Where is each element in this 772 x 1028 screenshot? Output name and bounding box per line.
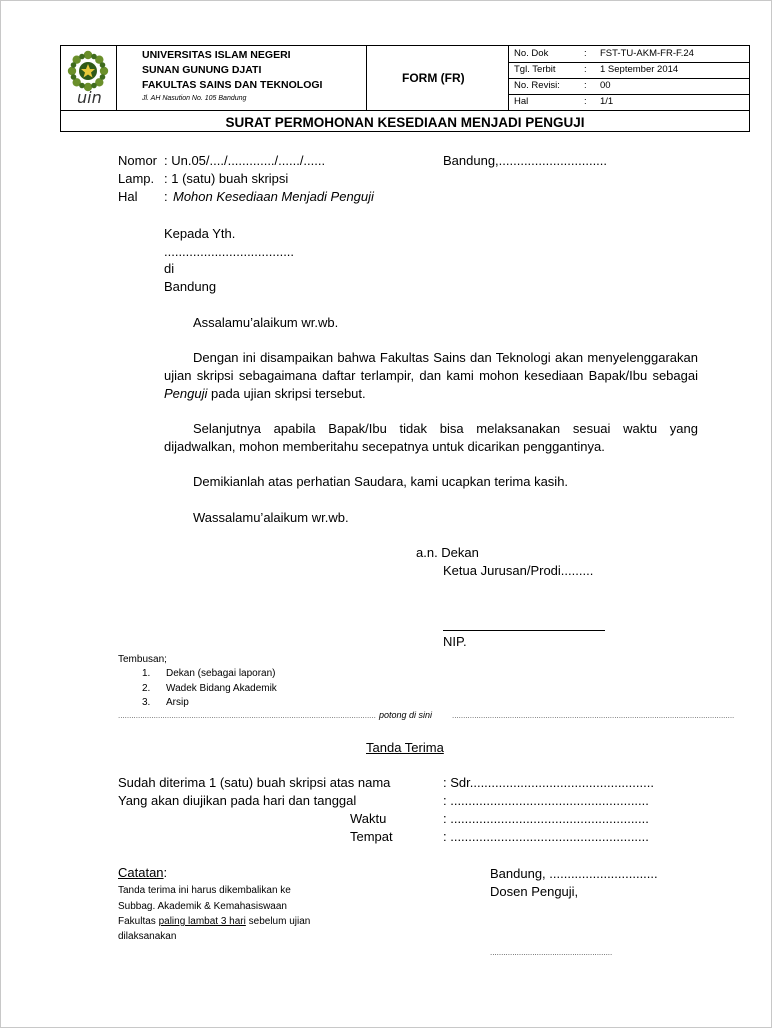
receipt-sign-dots: ....................................................... [490, 948, 613, 957]
hal-value: Mohon Kesediaan Menjadi Penguji [173, 189, 374, 204]
meta-sep: : [584, 48, 587, 59]
paragraph-1 [164, 349, 698, 403]
tembusan-title: Tembusan; [118, 654, 167, 665]
cut-line-left: .................................................................................................................... [118, 711, 376, 720]
signature-role: Ketua Jurusan/Prodi......... [443, 563, 594, 578]
meta-value: 1 September 2014 [600, 64, 679, 75]
receipt-time-label: Waktu [350, 811, 387, 826]
university-name-line2: SUNAN GUNUNG DJATI [142, 64, 262, 76]
meta-label: No. Revisi: [514, 80, 560, 91]
university-name-line1: UNIVERSITAS ISLAM NEGERI [142, 49, 291, 61]
meta-value: 1/1 [600, 96, 614, 107]
recipient-line4: Bandung [164, 279, 217, 294]
recipient-line2: .................................... [164, 244, 295, 259]
cut-line-label: potong di sini [379, 710, 433, 720]
hal-label: Hal [118, 189, 138, 204]
receipt-title: Tanda Terima [366, 740, 444, 755]
university-cell [116, 46, 367, 110]
paragraph-2: Selanjutnya apabila Bapak/Ibu tidak bisa melaksanakan sesuai waktu yang dijadwalkan, mohon memberitahu secepatnya untuk dicarikan penggantinya. [164, 421, 698, 454]
meta-sep: : [584, 64, 587, 75]
signature-an: a.n. Dekan [416, 545, 479, 560]
tembusan-item: Arsip [166, 697, 189, 708]
meta-label: No. Dok [514, 48, 549, 59]
catatan-heading [118, 865, 167, 880]
lamp-value: : 1 (satu) buah skripsi [164, 171, 289, 186]
logo-text: uin [77, 88, 102, 107]
hal-colon: : [164, 189, 168, 204]
tembusan-number: 1. [142, 668, 151, 679]
note-line3-emphasis: paling lambat 3 hari [158, 916, 246, 927]
receipt-place-label: Tempat [350, 829, 393, 844]
meta-row [508, 62, 749, 79]
meta-row [508, 94, 749, 110]
meta-label: Tgl. Terbit [514, 64, 556, 75]
receipt-signer: Dosen Penguji, [490, 884, 579, 899]
paragraph-1-text-a: Dengan ini disampaikan bahwa Fakultas Sains dan Teknologi akan menyelenggarakan ujian skripsi sebagaimana daftar terlampir, dan kami mohon kesediaan Bapak/Ibu sebagai [164, 350, 698, 383]
receipt-place-value: : ....................................................... [443, 829, 649, 844]
faculty-name: FAKULTAS SAINS DAN TEKNOLOGI [142, 79, 323, 91]
closing-greeting: Wassalamu’alaikum wr.wb. [193, 510, 349, 525]
note-line4: dilaksanakan [118, 931, 177, 942]
catatan-title: Catatan [118, 865, 164, 880]
receipt-time-value: : ....................................................... [443, 811, 649, 826]
paragraph-3: Demikianlah atas perhatian Saudara, kami ucapkan terima kasih. [193, 474, 569, 489]
meta-value: 00 [600, 80, 611, 91]
document-meta [508, 46, 749, 110]
note-line1: Tanda terima ini harus dikembalikan ke [118, 885, 291, 896]
place-date: Bandung,.............................. [443, 153, 608, 168]
meta-sep: : [584, 96, 587, 107]
lamp-label: Lamp. [118, 171, 155, 186]
signature-nip: NIP. [443, 634, 467, 649]
meta-label: Hal [514, 96, 529, 107]
paragraph-1-emphasis: Penguji [164, 386, 208, 401]
recipient-line3: di [164, 261, 175, 276]
nomor-label: Nomor [118, 153, 158, 168]
note-line3 [118, 916, 310, 927]
paragraph-1-text-b: pada ujian skripsi tersebut. [207, 386, 366, 401]
note-line3-b: sebelum ujian [245, 916, 311, 927]
nomor-value: : Un.05/..../............./....../...... [164, 153, 326, 168]
recipient-line1: Kepada Yth. [164, 226, 236, 241]
tembusan-number: 2. [142, 683, 151, 694]
logo-cell [61, 46, 117, 110]
receipt-place-date: Bandung, .............................. [490, 866, 658, 881]
meta-sep: : [584, 80, 587, 91]
title-row [61, 110, 749, 131]
tembusan-number: 3. [142, 697, 151, 708]
address: Jl. AH Nasution No. 105 Bandung [142, 95, 247, 102]
tembusan-item: Wadek Bidang Akademik [166, 683, 277, 694]
document-title: SURAT PERMOHONAN KESEDIAAN MENJADI PENGUJI [225, 115, 585, 130]
form-label: FORM (FR) [402, 71, 465, 85]
receipt-name-label: Sudah diterima 1 (satu) buah skripsi atas nama [118, 775, 391, 790]
meta-row [508, 46, 749, 63]
note-line3-a: Fakultas [118, 916, 159, 927]
meta-row [508, 78, 749, 95]
tembusan-item: Dekan (sebagai laporan) [166, 668, 276, 679]
receipt-date-label: Yang akan diujikan pada hari dan tanggal [118, 793, 357, 808]
note-line2: Subbag. Akademik & Kemahasiswaan [118, 901, 287, 912]
greeting: Assalamu’alaikum wr.wb. [193, 315, 339, 330]
document-header [60, 45, 750, 132]
meta-value: FST-TU-AKM-FR-F.24 [600, 48, 694, 59]
receipt-date-value: : ....................................................... [443, 793, 649, 808]
catatan-colon: : [163, 865, 168, 880]
form-cell [366, 46, 509, 110]
receipt-name-value: : Sdr................................................... [443, 775, 654, 790]
signature-line [443, 630, 605, 631]
cut-line-right: ............................................................................................................................... [452, 711, 735, 720]
